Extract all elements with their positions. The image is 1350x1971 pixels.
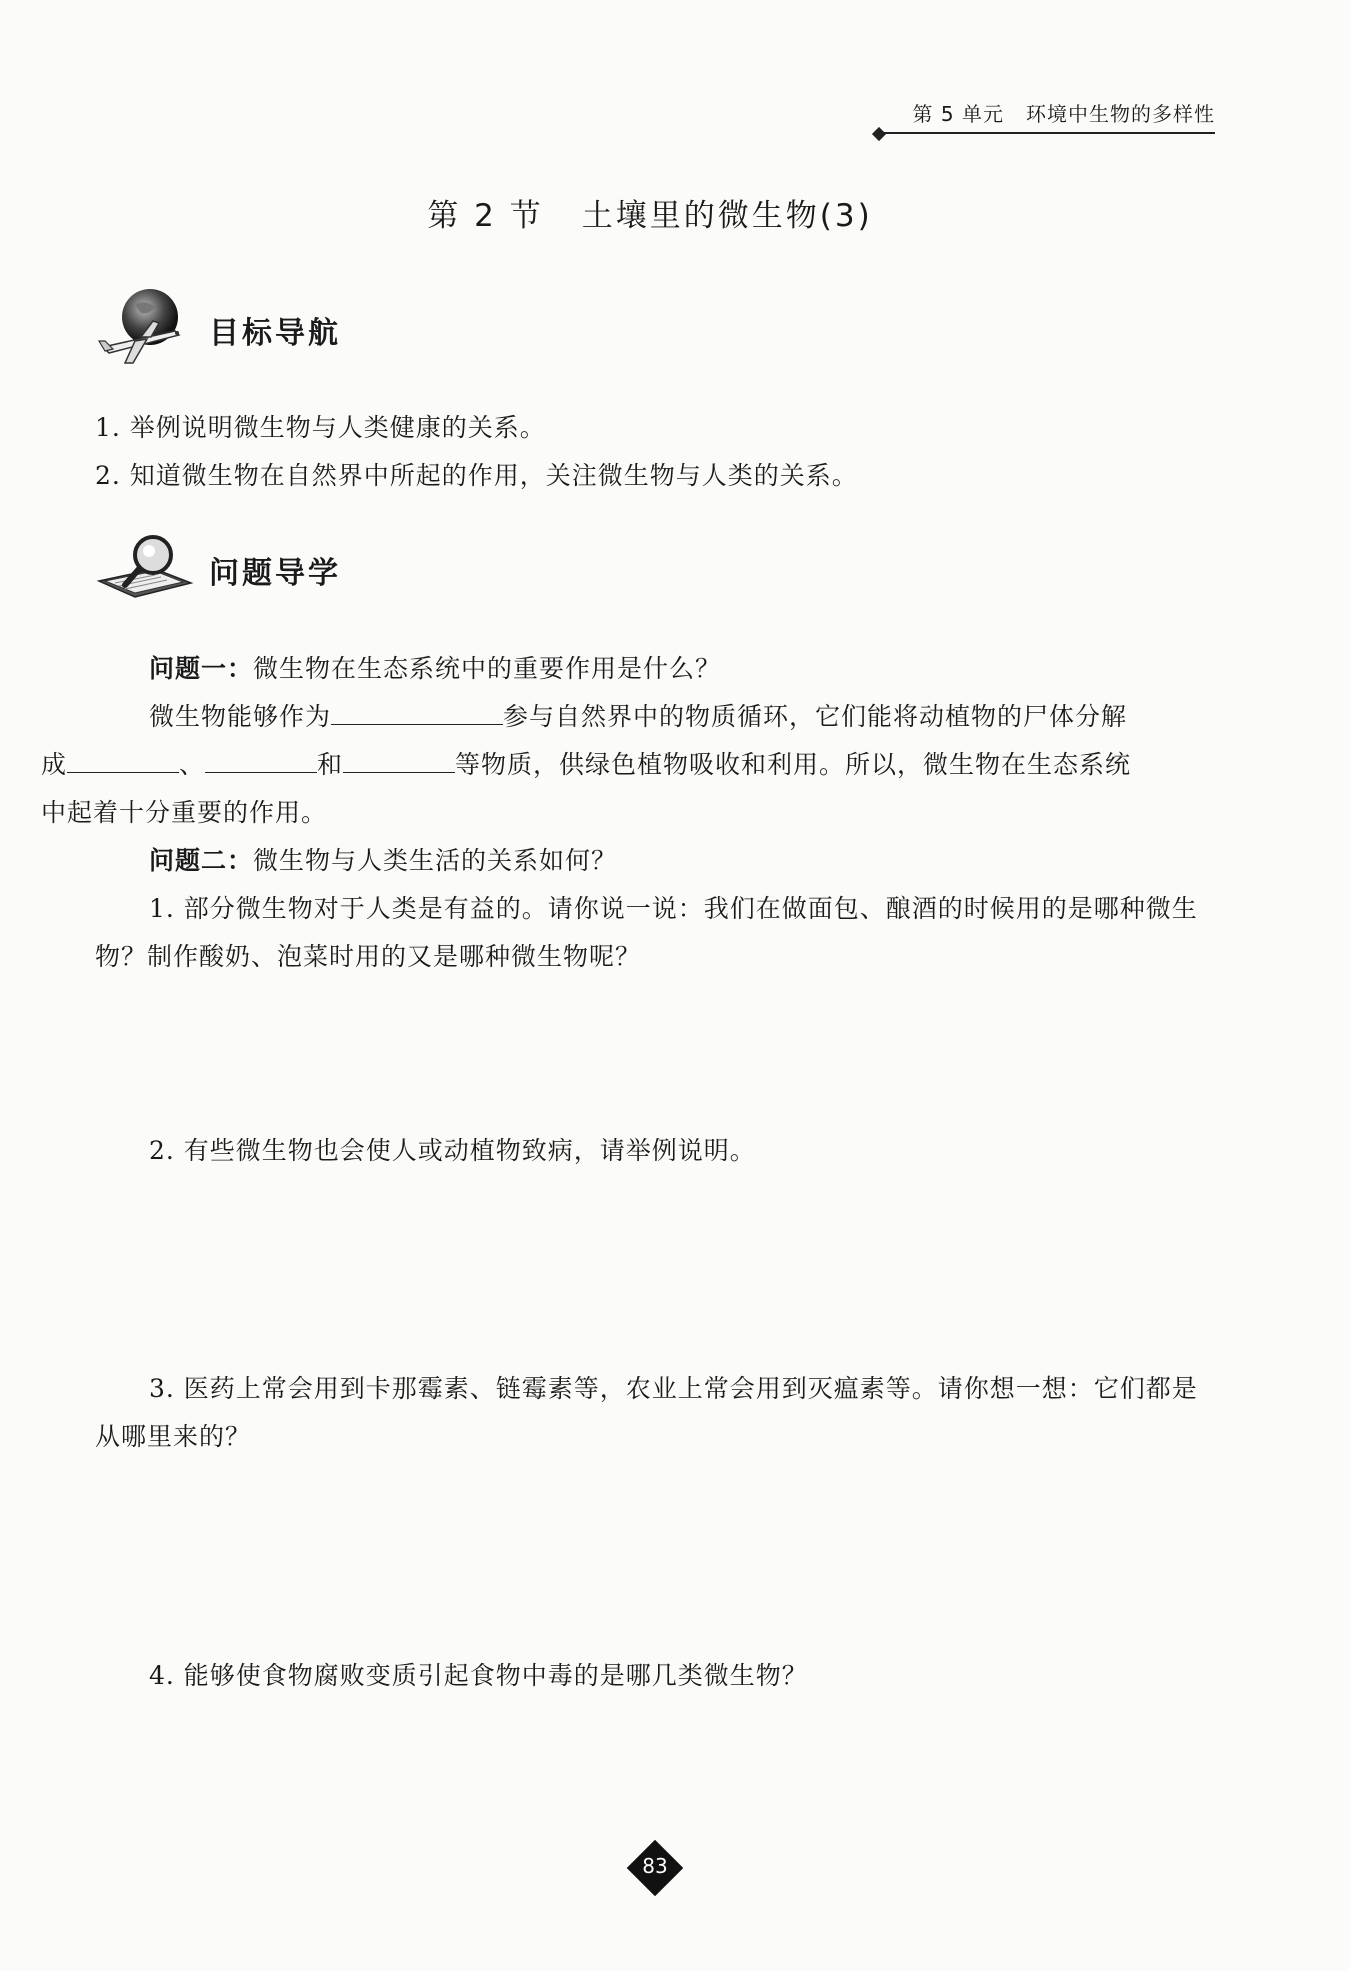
goals-heading — [95, 285, 341, 375]
page-number — [630, 1843, 680, 1893]
fill-text-1: 微生物能够作为 — [149, 702, 332, 731]
fill-text-4: 等物质，供绿色植物吸收和利用。所以，微生物在生态系统 — [455, 750, 1132, 779]
section-number: 第 2 节 — [427, 198, 544, 234]
goals-heading-label: 目标导航 — [209, 316, 341, 351]
header-chapter: 环境中生物的多样性 — [1026, 102, 1215, 126]
sub-question-3: 3. 医药上常会用到卡那霉素、链霉素等，农业上常会用到灭瘟素等。请你想一想：它们都是从哪里来的？ — [95, 1374, 1198, 1451]
header-unit: 第 5 单元 — [912, 102, 1004, 126]
running-header — [880, 98, 1215, 134]
question-one — [95, 645, 1215, 693]
fill-text-3: 成 — [41, 750, 68, 779]
goal-item: 1. 举例说明微生物与人类健康的关系。 — [95, 413, 546, 442]
fill-text-2: 参与自然界中的物质循环，它们能将动植物的尸体分解 — [503, 702, 1128, 731]
answer-blank[interactable] — [205, 742, 317, 773]
sub-question-4: 4. 能够使食物腐败变质引起食物中毒的是哪几类微生物？ — [149, 1661, 808, 1690]
question-two-label: 问题二： — [149, 846, 254, 875]
sub-question-1: 1. 部分微生物对于人类是有益的。请你说一说：我们在做面包、酿酒的时候用的是哪种微生物？制作酸奶、泡菜时用的又是哪种微生物呢？ — [95, 894, 1198, 971]
fill-in-paragraph — [41, 693, 1215, 837]
answer-blank[interactable] — [67, 742, 179, 773]
question-one-label: 问题一： — [149, 654, 254, 683]
page-number-text: 83 — [642, 1854, 668, 1878]
question-two — [95, 837, 1215, 885]
answer-blank[interactable] — [331, 694, 503, 725]
answer-blank[interactable] — [343, 742, 455, 773]
header-diamond-icon — [872, 127, 886, 141]
goal-item: 2. 知道微生物在自然界中所起的作用，关注微生物与人类的关系。 — [95, 461, 858, 490]
fill-sep-1: 、 — [179, 750, 206, 779]
fill-text-5: 中起着十分重要的作用。 — [41, 798, 328, 827]
fill-sep-2: 和 — [317, 750, 344, 779]
page-title — [0, 190, 1300, 235]
section-name: 土壤里的微生物(3) — [581, 198, 873, 234]
question-one-text: 微生物在生态系统中的重要作用是什么？ — [253, 654, 722, 683]
question-two-text: 微生物与人类生活的关系如何？ — [253, 846, 618, 875]
magnifier-book-icon — [95, 525, 195, 615]
globe-airplane-icon — [95, 285, 195, 375]
sub-question-2: 2. 有些微生物也会使人或动植物致病，请举例说明。 — [149, 1136, 756, 1165]
study-heading-label: 问题导学 — [209, 556, 341, 591]
study-heading — [95, 525, 341, 615]
